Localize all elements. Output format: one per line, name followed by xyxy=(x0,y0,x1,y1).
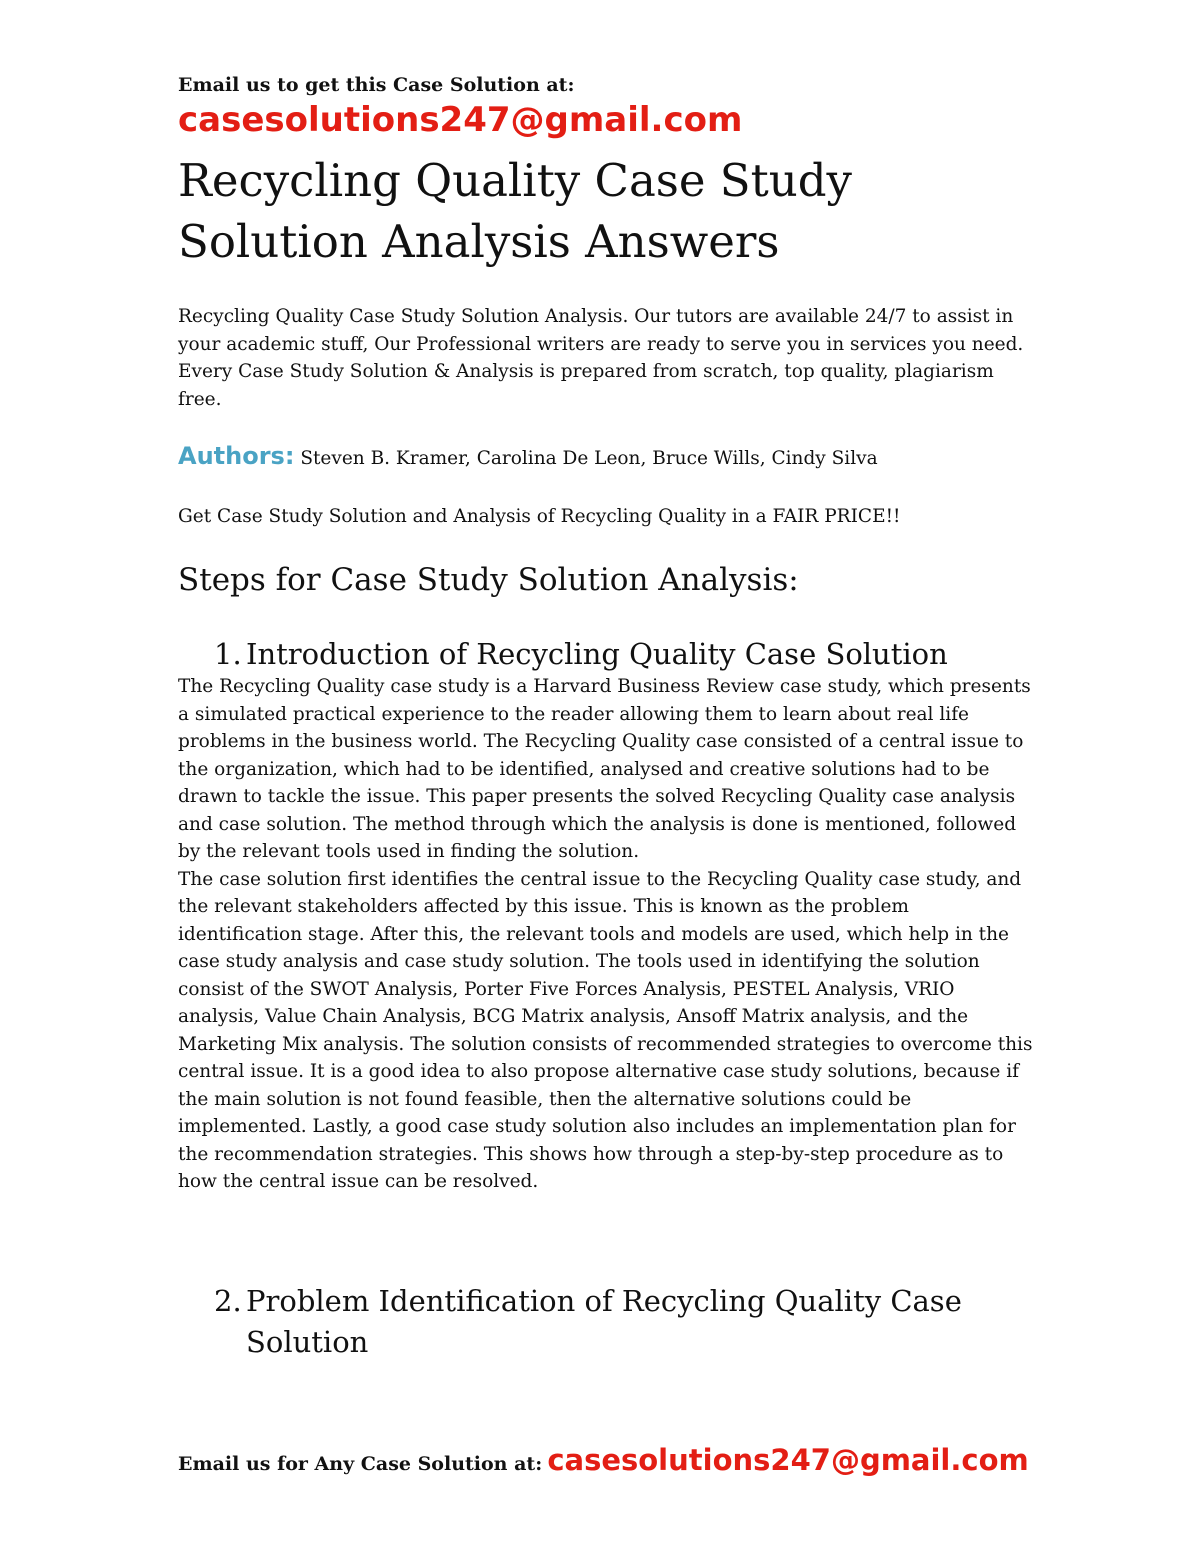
authors-label: Authors: xyxy=(178,442,295,470)
authors-names: Steven B. Kramer, Carolina De Leon, Bruce Wills, Cindy Silva xyxy=(300,448,878,469)
section-2-title: Problem Identification of Recycling Quality Case Solution xyxy=(246,1284,962,1359)
section-2-heading xyxy=(214,1281,1034,1363)
price-line: Get Case Study Solution and Analysis of Recycling Quality in a FAIR PRICE!! xyxy=(178,506,901,527)
section-1-body xyxy=(178,673,1034,1196)
section-1-heading xyxy=(214,634,1034,675)
intro-paragraph: Recycling Quality Case Study Solution Analysis. Our tutors are available 24/7 to assist in your academic stuff, Our Professional writers are ready to serve you in services you need. Every Case Study Solution & Analysis is prepared from scratch, top quality, plagiarism free. xyxy=(178,306,1024,410)
section-2-number: 2. xyxy=(214,1284,242,1318)
authors-line xyxy=(178,442,878,470)
document-title: Recycling Quality Case Study Solution Analysis Answers xyxy=(178,154,852,268)
footer-email-link[interactable]: casesolutions247@gmail.com xyxy=(547,1443,1029,1477)
section-1-paragraph-2: The case solution first identifies the central issue to the Recycling Quality case study, and the relevant stakeholders affected by this issue. This is known as the problem identification stage. After this, the relevant tools and models are used, which help in the case study analysis and case study solution. The tools used in identifying the solution consist of the SWOT Analysis, Porter Five Forces Analysis, PESTEL Analysis, VRIO analysis, Value Chain Analysis, BCG Matrix analysis, Ansoff Matrix analysis, and the Marketing Mix analysis. The solution consists of recommended strategies to overcome this central issue. It is a good idea to also propose alternative case study solutions, because if the main solution is not found feasible, then the alternative solutions could be implemented. Lastly, a good case study solution also includes an implementation plan for the recommendation strategies. This shows how through a step-by-step procedure as to how the central issue can be resolved. xyxy=(178,868,1033,1192)
header-email-label: Email us to get this Case Solution at: xyxy=(178,74,575,96)
section-1-paragraph-1: The Recycling Quality case study is a Harvard Business Review case study, which presents a simulated practical experience to the reader allowing them to learn about real life problems in the business world. The Recycling Quality case consisted of a central issue to the organization, which had to be identified, analysed and creative solutions had to be drawn to tackle the issue. This paper presents the solved Recycling Quality case analysis and case solution. The method through which the analysis is done is mentioned, followed by the relevant tools used in finding the solution. xyxy=(178,676,1031,862)
footer-email-label: Email us for Any Case Solution at: xyxy=(178,1453,543,1475)
section-1-number: 1. xyxy=(214,637,242,671)
section-1-title: Introduction of Recycling Quality Case Solution xyxy=(246,637,948,671)
header-email-link[interactable]: casesolutions247@gmail.com xyxy=(178,100,743,140)
footer xyxy=(178,1443,1029,1477)
steps-heading: Steps for Case Study Solution Analysis: xyxy=(178,562,799,598)
